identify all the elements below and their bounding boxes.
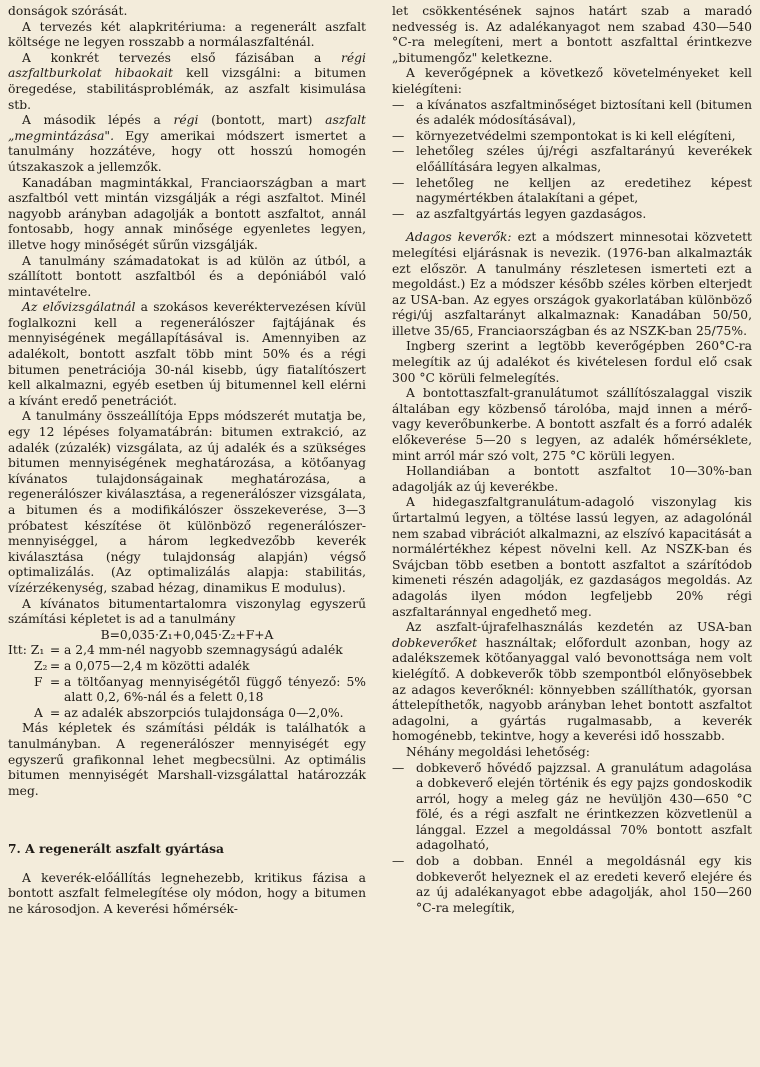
paragraph	[8, 51, 366, 113]
text-run: Egy amerikai módszert ismertet a tanulmány hozzátéve, hogy ott hosszú homogén útszakaszok a jellemzők.	[8, 128, 366, 174]
left-column	[8, 4, 366, 1067]
emphasis-text: régi	[173, 113, 199, 128]
emphasis-text: aszfalt „megmintázása".	[8, 113, 367, 143]
list-item	[392, 854, 752, 916]
variable-description: a 2,4 mm-nél nagyobb szemnagyságú adalék	[64, 643, 343, 658]
paragraph: Hollandiában a bontott aszfaltot 10—30%-ban adagolják az új keverékbe.	[392, 464, 752, 494]
paragraph: A keverőgépnek a következő követelményeket kell kielégíteni:	[392, 66, 752, 96]
list-item	[392, 761, 752, 855]
equals-sign: =	[49, 643, 61, 658]
dash-marker: —	[392, 128, 405, 143]
list-item-text: a kívánatos aszfaltminőséget biztosítani kell (bitumen és adalék módosításával),	[416, 97, 752, 128]
variable-row	[8, 643, 366, 659]
variable-description: az adalék abszorpciós tulajdonsága 0—2,0%.	[64, 705, 344, 720]
variable-description: a 0,075—2,4 m közötti adalék	[64, 658, 250, 673]
list-item	[392, 176, 752, 207]
paragraph: Ingberg szerint a legtöbb keverőgépben 260°C-ra melegítik az új adalékot és kivételesen fordul elő csak 300 °C körüli felmelegítés.	[392, 339, 752, 385]
paragraph: Kanadában magmintákkal, Franciaországban a mart aszfaltból vett mintán vizsgálják a régi aszfaltot. Minél nagyobb arányban adagolják a bontott aszfaltot, annál fontosabb, hogy annak minősége egyenletes legyen, illetve hogy minőségét sűrűn vizsgálják.	[8, 175, 366, 252]
list-item	[392, 98, 752, 129]
paragraph: A bontottaszfalt-granulátumot szállítószalaggal viszik általában egy közbenső tárolóba, majd innen a mérő- vagy keverőbunkerbe. A bontott aszfalt és a forró adalék előkeverése 5—20 s legyen, az adalék hőmérséklete, mint arról már szó volt, 275 °C körüli legyen.	[392, 386, 752, 463]
equals-sign: =	[49, 674, 61, 689]
text-run: Az aszfalt-újrafelhasználás kezdetén az USA-ban	[406, 620, 752, 635]
paragraph: Más képletek és számítási példák is találhatók a tanulmányban. A regenerálószer mennyiségét egy egyszerű grafikonnal lehet megbecsülni. Az optimális bitumen mennyiségét Marshall-vizsgálattal határozzák meg.	[8, 721, 366, 798]
text-run: ezt a módszert minnesotai közvetett melegítési eljárásnak is nevezik. (1976-ban alkalmazták ezt először. A tanulmány részletesen ismerteti ezt a megoldást.) Ez a módszer később széles körben elterjedt az USA-ban. Az egyes országok gyakorlatában különböző régi/új aszfaltarányt alkalmaznak: Kanadában 50/50, illetve 35/65, Franciaországban és az NSZK-ban 25/75%.	[392, 230, 752, 338]
variable-row	[8, 675, 366, 706]
text-run: (bontott, mart)	[198, 113, 326, 128]
variable-description: a töltőanyag mennyiségétől függő tényező: 5% alatt 0,2, 6%-nál és a felett 0,18	[64, 674, 366, 705]
variable-symbol: Z₂	[34, 658, 48, 673]
text-run: a szokásos keveréktervezésen kívül foglalkozni kell a regenerálószer fajtájának és mennyiségének megállapításával is. Amennyiben az adalékolt, bontott aszfalt több mint 50% és a régi bitumen penetrációja 30-nál kisebb, úgy fiatalítószert kell alkalmazni, egyéb esetben új bitumennel kell elérni a kívánt eredő penetrációt.	[8, 300, 366, 408]
section-title: 7. A regenerált aszfalt gyártása	[8, 841, 225, 857]
solutions-list	[392, 761, 752, 917]
paragraph	[8, 300, 366, 409]
text-run: használtak; előfordult azonban, hogy az adalékszemek kötőanyaggal való bevonottsága nem volt kielégítő. A dobkeverők több szempontból előnyösebbek az adagos keverőknél: könnyebben szállíthatók, gyorsan áttelepíthetők, nagyobb arányban lehet bontott aszfaltot adagolni, a gyártás rugalmasabb, a keverék homogénebb, tekintve, hogy a keverési idő hosszabb.	[392, 635, 752, 744]
paragraph	[392, 620, 752, 745]
dash-marker: —	[392, 760, 405, 775]
text-run: A második lépés a	[22, 113, 174, 128]
equals-sign: =	[49, 705, 61, 720]
paragraph	[392, 230, 752, 339]
variable-symbol: Itt: Z₁	[8, 643, 45, 658]
paragraph: A hidegaszfaltgranulátum-adagoló viszonylag kis űrtartalmú legyen, a töltése lassú legyen, az adagolónál nem szabad vibrációt alkalmazni, az elszívó kapacitását a normálértékhez képest növelni kell. Az NSZK-ban és Svájcban több esetben a bontott aszfaltot a szárítódob kimeneti részén adagolják, ez gazdaságos megoldás. Az adagolás ilyen módon legfeljebb 20% régi aszfaltaránnyal engedhető meg.	[392, 495, 752, 619]
list-item-text: környezetvédelmi szempontokat is ki kell elégíteni,	[416, 128, 736, 143]
variable-symbol: F	[34, 674, 43, 689]
variable-row	[8, 659, 366, 675]
variable-definitions	[8, 643, 366, 721]
paragraph: Néhány megoldási lehetőség:	[406, 744, 590, 759]
text-run: A konkrét tervezés első fázisában a	[22, 50, 342, 65]
paragraph: A kívánatos bitumentartalomra viszonylag egyszerű számítási képletet is ad a tanulmány	[8, 596, 366, 627]
emphasis-text: Adagos keverők:	[406, 230, 512, 245]
emphasis-text: régi aszfaltburkolat hibaokait	[8, 50, 366, 81]
list-item	[392, 129, 752, 145]
paragraph: donságok szórását.	[8, 4, 128, 18]
emphasis-text: dobkeverőket	[392, 635, 478, 650]
dash-marker: —	[392, 175, 405, 190]
list-item	[392, 207, 752, 223]
dash-marker: —	[392, 144, 405, 159]
text-run: kell vizsgálni: a bitumen öregedése, stabilitásproblémák, az aszfalt kisimulása stb.	[8, 66, 366, 112]
paragraph: let csökkentésének sajnos határt szab a maradó nedvesség is. Az adalékanyagot nem szabad 430—540 °C-ra melegíteni, mert a bontott aszfalttal érintkezve „bitumengőz" keletkezne.	[392, 4, 752, 65]
formula: B=0,035·Z₁+0,045·Z₂+F+A	[100, 627, 274, 642]
requirements-list	[392, 98, 752, 223]
list-item-text: lehetőleg ne kelljen az eredetihez képest nagymértékben átalakítani a gépet,	[416, 175, 752, 206]
paragraph: A tanulmány számadatokat is ad külön az útból, a szállított bontott aszfaltból és a depóniából való mintavételre.	[8, 253, 366, 299]
equals-sign: =	[49, 658, 61, 673]
right-column	[392, 4, 752, 1067]
list-item-text: dob a dobban. Ennél a megoldásnál egy kis dobkeverőt helyeznek el az eredeti keverő elejére és az új adalékanyagot ebbe adagolják, ahol 150—260 °C-ra melegítik,	[416, 854, 752, 915]
paragraph: A tanulmány összeállítója Epps módszerét mutatja be, egy 12 lépéses folyamatábrán: bitumen extrakció, az adalék (zúzalék) vizsgálata, az új adalék és a szükséges bitumen mennyiségének meghatározása, a kötőanyag kívánatos tulajdonságainak meghatározása, a regenerálószer kiválasztása, a regenerálószer vizsgálata, a bitumen és a modifikálószer összekeverése, 3—3 próbatest készítése öt különböző regenerálószer-mennyiséggel, a három legkedvezőbb keverék kiválasztása (négy tulajdonság alapján) végső optimalizálás. (Az optimalizálás alapja: stabilitás, vízérzékenység, szabad hézag, dinamikus E modulus).	[8, 409, 366, 595]
dash-marker: —	[392, 206, 405, 221]
list-item-text: lehetőleg széles új/régi aszfaltarányú keverékek előállítására legyen alkalmas,	[416, 144, 752, 174]
dash-marker: —	[392, 97, 405, 112]
variable-symbol: A	[34, 705, 43, 720]
emphasis-text: Az elővizsgálatnál	[22, 300, 136, 315]
list-item-text: az aszfaltgyártás legyen gazdaságos.	[416, 206, 647, 221]
list-item-text: dobkeverő hővédő pajzzsal. A granulátum adagolása a dobkeverő elején történik és egy pajzs gondoskodik arról, hogy a meleg gáz ne hevüljön 430—650 °C fölé, és a régi aszfalt ne érintkezzen közvetlenül a lánggal. Ezzel a megoldással 70% bontott aszfalt adagolható,	[416, 760, 752, 853]
dash-marker: —	[392, 854, 405, 869]
paragraph: A keverék-előállítás legnehezebb, kritikus fázisa a bontott aszfalt felmelegítése oly módon, hogy a bitumen ne károsodjon. A keverési hőmérsék-	[8, 870, 366, 917]
list-item	[392, 144, 752, 175]
variable-row	[8, 706, 366, 722]
paragraph	[8, 113, 366, 175]
paragraph: A tervezés két alapkritériuma: a regenerált aszfalt költsége ne legyen rosszabb a normálaszfalténál.	[8, 19, 366, 50]
